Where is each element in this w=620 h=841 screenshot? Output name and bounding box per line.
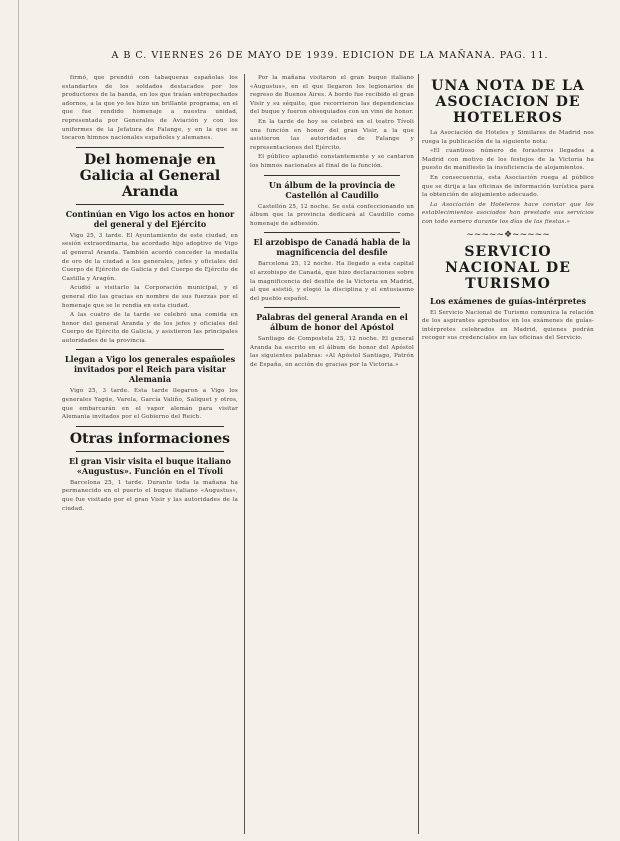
subheadline: El gran Visir visita el buque italiano «Augustus». Función en el Tívoli [69,455,231,476]
divider [264,175,400,176]
article-text: La Asociación de Hoteles y Similares de Madrid nos ruega la publicación de la siguiente nota: [422,130,594,145]
article-text: En la tarde de hoy se celebró en el teatro Tívoli una función en honor del gran Visir, a la que asistieron las autoridades de Falange y representaciones del Ejército. [250,118,414,151]
page-spine [18,0,19,841]
headline: Del homenaje en Galicia al General Aranda [79,151,221,200]
subheadline: Los exámenes de guías-intérpretes [429,295,586,306]
article-text: Por la mañana visitaron el gran buque italiano «Augustus», en el que llegaron los legionarios de regreso de Buenos Aires. A bordo fue recibido el gran Visir y su séquito, que recorrieron las dependencias del buque y fueron obsequiados con un vino de honor. [250,75,414,116]
article-text: Barcelona 25, 12 noche. Ha llegado a esta capital el arzobispo de Canadá, que hizo declaraciones sobre la magnificencia del desfile de la Victoria en Madrid, al que asistió, y elogió la disciplina y el entusiasmo del pueblo español. [250,261,414,302]
article-text: Barcelona 25, 1 tarde. Durante toda la mañana ha permanecido en el puerto el buque italiano «Augustus», que fue visitado por el gran Visir y las autoridades de la ciudad. [62,479,238,512]
headline: UNA NOTA DE LA ASOCIACION DE HOTELEROS [431,78,585,126]
article-text: Castellón 25, 12 noche. Se está confeccionando un álbum que la provincia dedicará al Caudillo como homenaje de adhesión. [250,203,414,227]
subheadline: Llegan a Vigo los generales españoles invitados por el Reich para visitar Alemania [64,354,236,385]
headline: SERVICIO NACIONAL DE TURISMO [445,243,571,292]
headline: Otras informaciones [69,430,231,447]
subheadline: El arzobispo de Canadá habla de la magnificencia del desfile [253,237,411,258]
article-text: El Servicio Nacional de Turismo comunica la relación de los aspirantes aprobados en los exámenes de guías-intérpretes celebrados en Madrid, quienes podrán recoger sus credenciales en las oficinas del Servicio. [422,309,594,342]
column-rule [244,74,245,834]
page-header: A B C. VIERNES 26 DE MAYO DE 1939. EDICION DE LA MAÑANA. PAG. 11. [111,50,549,61]
divider [76,349,224,350]
column-3 [422,74,594,834]
article-text: firmó, que prendió con tabaqueras españolas los estandartes de los soldados destacados por los productores de la banda, en los que traían entrepechados adornos, a la que yo les hizo un brillante programa, en el que fue rendido homenaje a nuestra unidad, representada por Generales de Aviación y con los uniformes de la Jefatura de Falange, y en la que se tocaron himnos nacionales españoles y alemanes. [62,75,238,142]
subheadline: Continúan en Vigo los actos en honor del general y del Ejército [65,208,235,229]
article-text: A las cuatro de la tarde se celebró una comida en honor del general Aranda y de los jefes y oficiales del Cuerpo de Ejército de Galicia, y asistieron las principales autoridades de la provincia. [62,312,238,344]
column-2 [250,74,414,834]
column-rule [418,74,419,834]
subheadline: Palabras del general Aranda en el álbum de honor del Apóstol [256,312,408,333]
article-text: En consecuencia, esta Asociación ruega al público que se dirija a las oficinas de información turística para la obtención de alojamiento adecuado. [422,174,594,199]
divider [76,426,224,427]
article-text: «El cuantioso número de forasteros llegados a Madrid con motivo de los festejos de la Victoria ha puesto de manifiesto la insuficiencia de alojamientos. [422,148,594,172]
article-text: Vigo 25, 3 tarde. El Ayuntamiento de este ciudad, en sesión extraordinaria, ha acordado hijo adoptivo de Vigo al general Aranda. También acordó conceder la medalla de oro de la ciudad a los generales, jefes y oficiales del Cuerpo de Ejército de Galicia y del Cuerpo de Ejército de Castilla y Aragón. [62,232,238,282]
divider [76,451,224,452]
article-text: El público aplaudió constantemente y se cantaron los himnos nacionales al final de la función. [250,154,414,169]
ornament-divider: ~~~~~❖~~~~~ [466,229,550,240]
column-1 [62,74,238,834]
divider [76,147,224,148]
article-text: La Asociación de Hoteleros hace constar que los establecimientos asociados han prestado sus servicios con todo esmero durante los días de las fiestas.» [422,201,594,225]
article-text: Santiago de Compostela 25, 12 noche. El general Aranda ha escrito en el álbum de honor del Apóstol las siguientes palabras: «Al Apóstol Santiago, Patrón de España, en acción de gracias por la Victoria.» [250,336,414,369]
divider [264,307,400,308]
subheadline: Un álbum de la provincia de Castellón al Caudillo [268,179,396,200]
article-text: Vigo 25, 3 tarde. Esta tarde llegaron a Vigo los generales Yagüe, Varela, García Valiño, Saliquet y otros, que embarcarán en el vapor alemán para visitar Alemania invitados por el Gobierno del Reich. [62,388,238,421]
article-text: Acudió a visitarlo la Corporación municipal, y el general dio las gracias en nombre de sus fuerzas por el homenaje que se le rendía en esta ciudad. [62,285,238,309]
divider [76,204,224,205]
divider [264,232,400,233]
